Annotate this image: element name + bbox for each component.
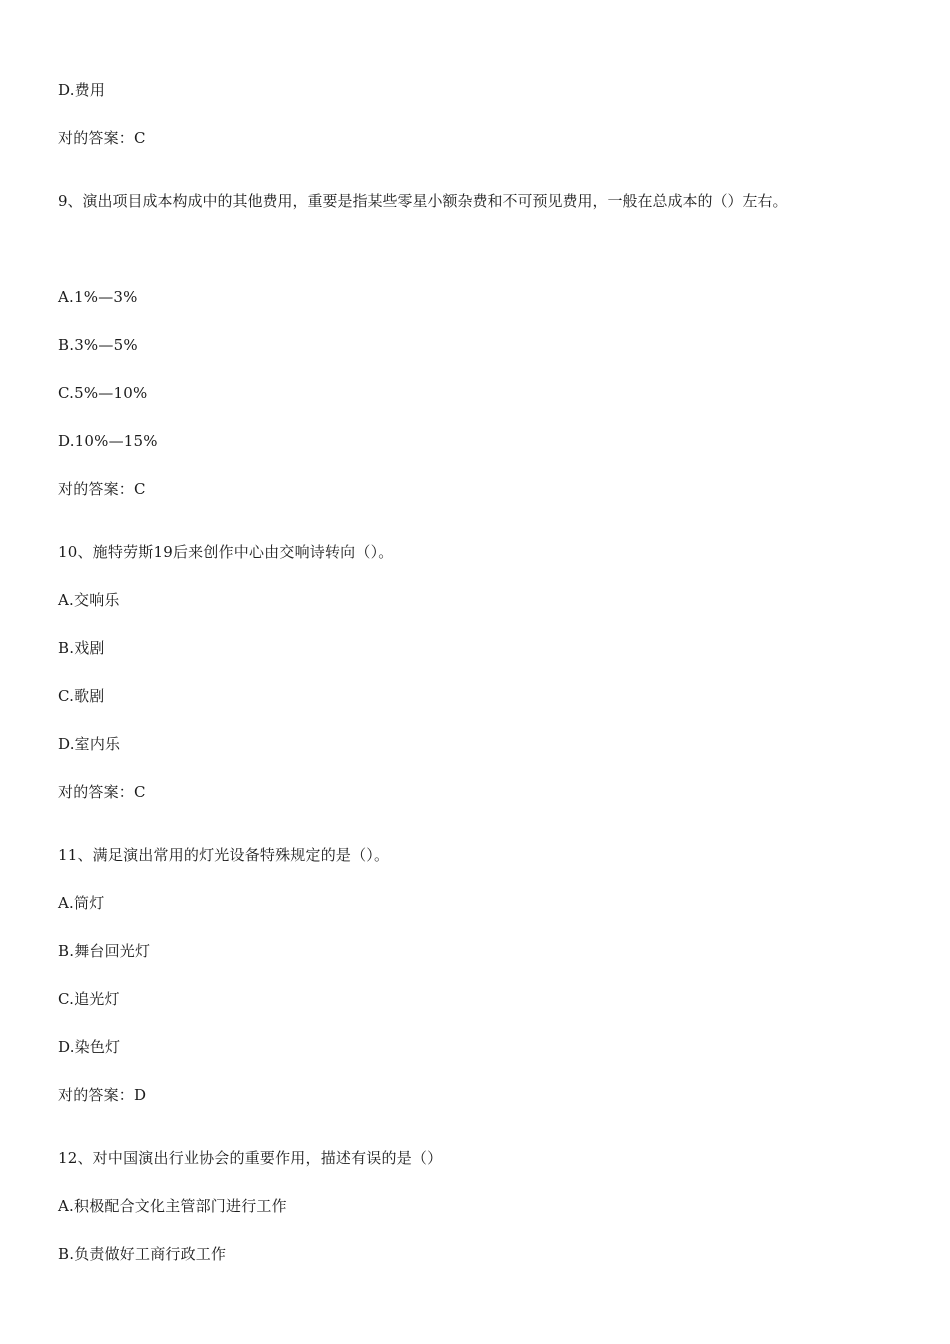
question-9-option-b: B.3%—5% [58,336,138,354]
question-11-option-c: C.追光灯 [58,990,120,1008]
question-9-text: 9、演出项目成本构成中的其他费用，重要是指某些零星小额杂费和不可预见费用，一般在总成本的（）左右。 [58,192,788,210]
question-10-option-a: A.交响乐 [58,591,120,609]
question-9-option-c: C.5%—10% [58,384,148,402]
question-11-answer: 对的答案：D [58,1086,147,1104]
question-10-option-d: D.室内乐 [58,735,121,753]
question-9-answer: 对的答案：C [58,480,146,498]
question-10-option-c: C.歌剧 [58,687,105,705]
prev-answer: 对的答案：C [58,129,146,147]
question-12-text: 12、对中国演出行业协会的重要作用，描述有误的是（） [58,1149,443,1167]
question-10-answer: 对的答案：C [58,783,146,801]
question-10-text: 10、施特劳斯19后来创作中心由交响诗转向（）。 [58,543,394,561]
question-12-option-b: B.负责做好工商行政工作 [58,1245,227,1263]
question-10-option-b: B.戏剧 [58,639,105,657]
question-11-text: 11、满足演出常用的灯光设备特殊规定的是（）。 [58,846,390,864]
question-12-option-a: A.积极配合文化主管部门进行工作 [58,1197,287,1215]
question-11-option-a: A.筒灯 [58,894,105,912]
question-11-option-d: D.染色灯 [58,1038,121,1056]
question-11-option-b: B.舞台回光灯 [58,942,151,960]
question-9-option-a: A.1%—3% [58,288,138,306]
prev-option-d: D.费用 [58,81,106,99]
question-9-option-d: D.10%—15% [58,432,158,450]
